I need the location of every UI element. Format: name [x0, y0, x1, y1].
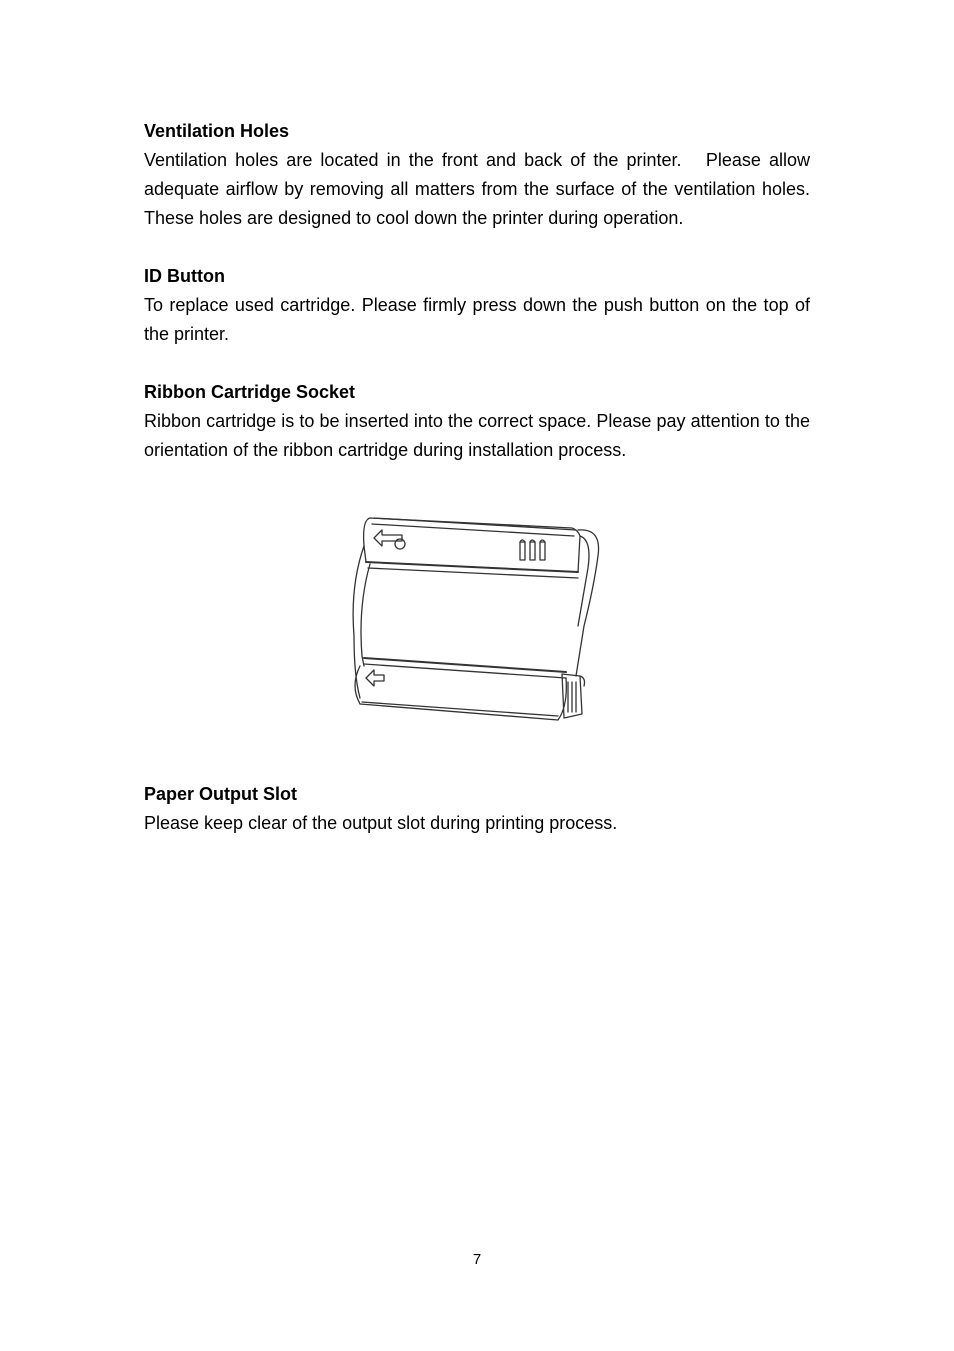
section-id-button — [144, 262, 810, 349]
section-body: Please keep clear of the output slot during printing process. — [144, 813, 618, 833]
section-heading: Ventilation Holes — [144, 121, 290, 141]
section-ribbon-cartridge-socket — [144, 378, 810, 465]
section-heading: ID Button — [144, 266, 225, 286]
section-heading: Paper Output Slot — [144, 784, 297, 804]
content-bottom — [144, 780, 810, 867]
section-heading: Ribbon Cartridge Socket — [144, 382, 356, 402]
content-top — [144, 117, 810, 494]
section-paper-output-slot — [144, 780, 810, 838]
page-number: 7 — [472, 1251, 482, 1268]
section-ventilation-holes — [144, 117, 810, 233]
section-body: To replace used cartridge. Please firmly press down the push button on the top of the printer. — [144, 295, 810, 344]
section-body: Ventilation holes are located in the front and back of the printer. Please allow adequate airflow by removing all matters from the surface of the ventilation holes. These holes are designed to cool down the printer during operation. — [144, 150, 810, 228]
ribbon-cartridge-illustration — [340, 506, 610, 728]
section-body: Ribbon cartridge is to be inserted into the correct space. Please pay attention to the orientation of the ribbon cartridge during installation process. — [144, 411, 810, 460]
